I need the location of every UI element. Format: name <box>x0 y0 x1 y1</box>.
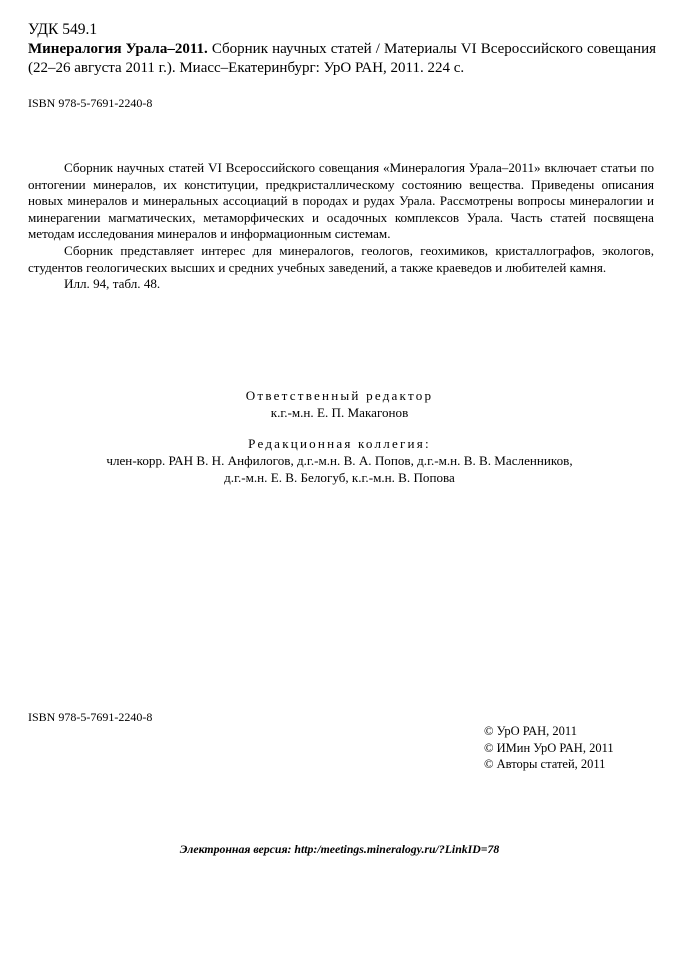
annotation-paragraph-3: Илл. 94, табл. 48. <box>64 276 161 292</box>
editor-block <box>0 387 679 421</box>
copyright-line: © Авторы статей, 2011 <box>484 757 606 771</box>
electronic-version-link[interactable]: Электронная версия: http:/meetings.mineralogy.ru/?LinkID=78 <box>179 842 500 856</box>
editorial-board <box>0 435 679 486</box>
annotation-paragraph-2: Сборник представляет интерес для минералогов, геологов, геохимиков, кристаллографов, экологов, студентов геологических высших и средних учебных заведений, а также краеведов и любителей камня. <box>28 242 654 275</box>
book-title: Минералогия Урала–2011. <box>28 41 208 57</box>
board-line-2: д.г.-м.н. Е. В. Белогуб, к.г.-м.н. В. Попова <box>224 470 455 485</box>
board-line-1: член-корр. РАН В. Н. Анфилогов, д.г.-м.н. В. А. Попов, д.г.-м.н. В. В. Масленников, <box>106 453 573 468</box>
editor-heading: Ответственный редактор <box>245 388 434 403</box>
annotation <box>28 160 654 293</box>
editor-name: к.г.-м.н. Е. П. Макагонов <box>270 405 409 420</box>
udk-code: УДК 549.1 <box>28 21 98 38</box>
annotation-paragraph-1: Сборник научных статей VI Всероссийского совещания «Минералогия Урала–2011» включает статьи по онтогении минералов, их конституции, предкристаллическому состоянию вещества. Приведены описания новых минералов и минеральных ассоциаций в породах и рудах Урала. Рассмотрены вопросы минералогии и минерагении магматических, метаморфических и осадочных комплексов Урала. Часть статей посвящена методам исследования минералов и информационным системам. <box>28 160 654 242</box>
bib-details: Сборник научных статей / Материалы VI Всероссийского совещания (22–26 августа 2011 г.). Миасс–Екатеринбург: УрО РАН, 2011. 224 с. <box>28 41 656 76</box>
isbn-bottom: ISBN 978-5-7691-2240-8 <box>28 710 153 724</box>
copyright-line: © ИМин УрО РАН, 2011 <box>484 740 614 755</box>
bibliographic-record <box>28 40 656 78</box>
isbn-top: ISBN 978-5-7691-2240-8 <box>28 96 153 110</box>
copyright-line: © УрО РАН, 2011 <box>484 724 577 738</box>
board-heading: Редакционная коллегия: <box>248 436 431 451</box>
copyright-block <box>484 723 614 773</box>
